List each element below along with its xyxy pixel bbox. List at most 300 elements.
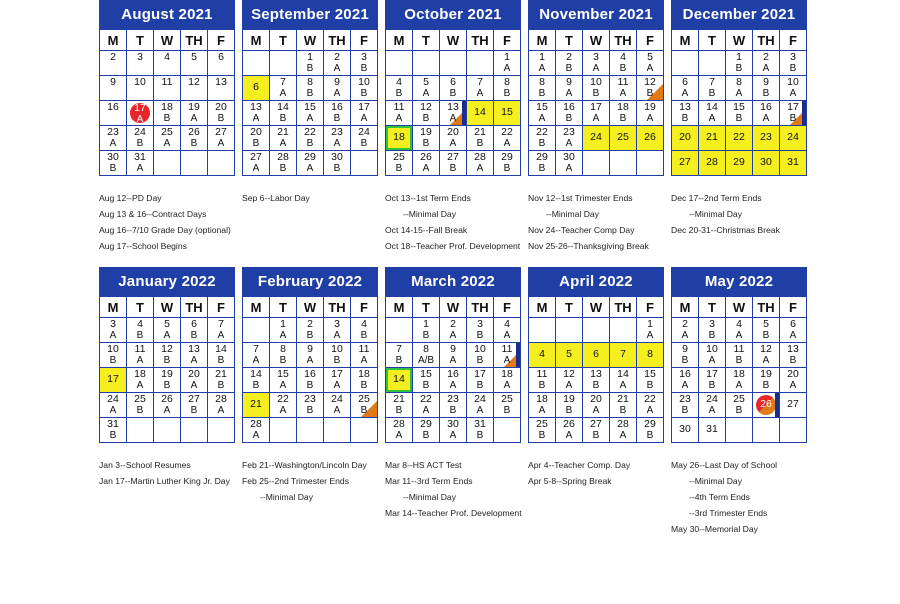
day-rotation-code: A (619, 430, 627, 441)
day-cell (529, 76, 556, 101)
day-cell (467, 368, 494, 393)
day-number: 20 (215, 101, 227, 113)
day-rotation-code: B (503, 163, 511, 174)
day-number: 23 (107, 126, 119, 138)
day-number: 27 (250, 151, 262, 163)
day-number: 21 (250, 398, 262, 410)
month-notes (99, 190, 249, 254)
day-rotation-code: A (252, 355, 260, 366)
day-cell (386, 76, 413, 101)
day-number: 9 (450, 343, 456, 355)
day-number: 14 (474, 106, 486, 118)
day-cell (181, 126, 208, 151)
day-rotation-code: A (190, 355, 198, 366)
event-note: --4th Term Ends (689, 492, 750, 502)
day-number: 13 (215, 76, 227, 88)
day-rotation-code: A (735, 380, 743, 391)
day-rotation-code: B (395, 88, 403, 99)
day-cell (386, 343, 413, 368)
day-cell (753, 343, 780, 368)
day-cell (583, 393, 610, 418)
week-row (386, 318, 521, 343)
day-rotation-code: A (395, 113, 403, 124)
day-cell (780, 318, 807, 343)
day-cell (699, 343, 726, 368)
day-number: 8 (504, 76, 510, 88)
day-cell (467, 101, 494, 126)
day-rotation-code: A (136, 355, 144, 366)
week-row (386, 126, 521, 151)
week-row (100, 101, 235, 126)
weekday-header: M (100, 297, 127, 318)
day-rotation-code: A (503, 380, 511, 391)
day-rotation-code: A (538, 405, 546, 416)
day-cell (780, 126, 807, 151)
day-rotation-code: A (109, 405, 117, 416)
day-number: 2 (566, 51, 572, 63)
day-rotation-code: A/B (417, 355, 435, 366)
day-cell (127, 318, 154, 343)
day-rotation-code: B (619, 63, 627, 74)
day-number: 7 (253, 343, 259, 355)
day-number: 15 (277, 368, 289, 380)
day-rotation-code: A (681, 380, 689, 391)
day-number: 26 (420, 151, 432, 163)
day-cell (208, 318, 235, 343)
day-cell (637, 368, 664, 393)
event-note: Dec 17--2nd Term Ends (671, 193, 762, 203)
day-number: 15 (420, 368, 432, 380)
day-number: 22 (277, 393, 289, 405)
day-number: 14 (277, 101, 289, 113)
day-cell (753, 101, 780, 126)
day-rotation-code: A (306, 355, 314, 366)
day-rotation-code: A (646, 330, 654, 341)
day-cell (556, 393, 583, 418)
month-grid (242, 29, 378, 176)
day-number: 17 (706, 368, 718, 380)
day-rotation-code: B (681, 355, 689, 366)
day-cell (440, 368, 467, 393)
day-number: 11 (134, 343, 146, 355)
day-cell (181, 101, 208, 126)
day-cell (467, 393, 494, 418)
weekday-header: M (386, 297, 413, 318)
day-cell (270, 151, 297, 176)
day-rotation-code: B (190, 138, 198, 149)
day-number: 17 (787, 101, 799, 113)
day-cell (556, 126, 583, 151)
week-row (529, 151, 664, 176)
empty-cell (726, 418, 753, 443)
month-notes (242, 190, 392, 206)
day-number: 5 (164, 318, 170, 330)
day-rotation-code: A (789, 380, 797, 391)
day-rotation-code: A (476, 163, 484, 174)
empty-cell (583, 318, 610, 343)
day-rotation-code: B (422, 330, 430, 341)
day-rotation-code: B (306, 380, 314, 391)
day-number: 18 (617, 101, 629, 113)
day-cell (324, 76, 351, 101)
day-rotation-code: B (619, 113, 627, 124)
month-title: April 2022 (528, 267, 664, 296)
day-number: 22 (501, 126, 513, 138)
day-cell (297, 101, 324, 126)
day-cell (780, 151, 807, 176)
day-cell (386, 151, 413, 176)
event-note: --Minimal Day (546, 209, 599, 219)
day-cell (208, 343, 235, 368)
month-title: September 2021 (242, 0, 378, 29)
day-rotation-code: A (646, 405, 654, 416)
day-rotation-code: B (252, 380, 260, 391)
weekday-header: TH (610, 30, 637, 51)
day-cell (440, 318, 467, 343)
day-number: 19 (188, 101, 200, 113)
day-rotation-code: B (163, 113, 171, 124)
empty-cell (610, 318, 637, 343)
day-cell (440, 393, 467, 418)
day-number: 10 (107, 343, 119, 355)
day-cell (583, 76, 610, 101)
day-rotation-code: B (565, 405, 573, 416)
day-cell (726, 393, 753, 418)
week-row (672, 418, 807, 443)
day-number: 12 (188, 76, 200, 88)
week-row (672, 318, 807, 343)
day-cell (154, 76, 181, 101)
day-cell (270, 343, 297, 368)
day-cell (413, 318, 440, 343)
month-grid (671, 29, 807, 176)
day-number: 27 (447, 151, 459, 163)
day-cell (699, 393, 726, 418)
weekday-header: W (440, 30, 467, 51)
day-cell (726, 76, 753, 101)
day-number: 24 (107, 393, 119, 405)
day-rotation-code: A (252, 113, 260, 124)
day-cell (154, 318, 181, 343)
month-april-2022 (528, 267, 664, 443)
day-rotation-code: B (592, 380, 600, 391)
day-rotation-code: A (619, 380, 627, 391)
day-cell (672, 151, 699, 176)
day-number: 9 (566, 76, 572, 88)
day-number: 24 (706, 393, 718, 405)
day-cell (556, 418, 583, 443)
weekday-header: T (270, 30, 297, 51)
day-rotation-code: B (762, 380, 770, 391)
month-may-2022 (671, 267, 807, 443)
weekday-header: M (672, 297, 699, 318)
day-cell (297, 126, 324, 151)
day-cell (413, 151, 440, 176)
day-rotation-code: A (306, 113, 314, 124)
day-number: 18 (501, 368, 513, 380)
event-note: Aug 13 & 16--Contract Days (99, 209, 207, 219)
day-cell (440, 101, 467, 126)
day-cell (208, 51, 235, 76)
day-cell (100, 51, 127, 76)
day-number: 4 (620, 51, 626, 63)
day-cell (726, 368, 753, 393)
day-cell (780, 368, 807, 393)
day-cell (154, 126, 181, 151)
day-number: 7 (218, 318, 224, 330)
empty-cell (556, 318, 583, 343)
day-cell (208, 101, 235, 126)
day-rotation-code: A (646, 63, 654, 74)
empty-cell (699, 51, 726, 76)
day-rotation-code: B (306, 330, 314, 341)
day-rotation-code: A (789, 330, 797, 341)
day-number: 19 (760, 368, 772, 380)
day-number: 29 (304, 151, 316, 163)
day-rotation-code: B (422, 430, 430, 441)
day-rotation-code: A (476, 405, 484, 416)
week-row (386, 418, 521, 443)
day-cell (386, 418, 413, 443)
day-cell (351, 101, 378, 126)
day-rotation-code: B (565, 113, 573, 124)
day-cell (637, 393, 664, 418)
day-cell (753, 76, 780, 101)
day-rotation-code: A (503, 330, 511, 341)
day-rotation-code: B (538, 430, 546, 441)
day-number: 26 (644, 131, 656, 143)
month-title: December 2021 (671, 0, 807, 29)
event-note: --Minimal Day (403, 492, 456, 502)
day-number: 27 (679, 156, 691, 168)
day-number: 13 (447, 101, 459, 113)
day-rotation-code: A (217, 405, 225, 416)
day-cell (386, 368, 413, 393)
day-rotation-code: A (333, 63, 341, 74)
day-number: 28 (393, 418, 405, 430)
day-rotation-code: A (136, 380, 144, 391)
day-cell (494, 151, 521, 176)
day-number: 5 (423, 76, 429, 88)
day-number: 16 (563, 101, 575, 113)
day-rotation-code: B (279, 113, 287, 124)
day-number: 6 (682, 76, 688, 88)
day-number: 31 (134, 151, 146, 163)
day-cell (243, 101, 270, 126)
day-rotation-code: A (333, 138, 341, 149)
month-grid (671, 296, 807, 443)
day-rotation-code: A (646, 113, 654, 124)
day-rotation-code: B (395, 163, 403, 174)
day-rotation-code: A (789, 88, 797, 99)
day-number: 3 (709, 318, 715, 330)
day-rotation-code: B (279, 163, 287, 174)
day-number: 19 (563, 393, 575, 405)
day-number: 19 (644, 101, 656, 113)
day-rotation-code: B (735, 405, 743, 416)
weekday-header: TH (753, 30, 780, 51)
day-rotation-code: B (619, 405, 627, 416)
day-number: 20 (250, 126, 262, 138)
day-number: 1 (647, 318, 653, 330)
month-grid (528, 296, 664, 443)
day-rotation-code: B (476, 330, 484, 341)
empty-cell (583, 151, 610, 176)
month-notes (385, 190, 535, 254)
month-december-2021 (671, 0, 807, 176)
day-rotation-code: A (333, 380, 341, 391)
day-cell (270, 101, 297, 126)
day-rotation-code: A (333, 88, 341, 99)
week-row (672, 76, 807, 101)
month-notes (528, 457, 678, 489)
day-rotation-code: B (708, 88, 716, 99)
day-rotation-code: B (217, 380, 225, 391)
day-cell (637, 76, 664, 101)
week-row (529, 368, 664, 393)
day-rotation-code: B (333, 355, 341, 366)
empty-cell (413, 51, 440, 76)
event-note: Mar 8--HS ACT Test (385, 460, 462, 470)
day-number: 4 (504, 318, 510, 330)
week-row (386, 51, 521, 76)
day-rotation-code: B (306, 88, 314, 99)
day-number: 17 (590, 101, 602, 113)
day-rotation-code: A (395, 430, 403, 441)
day-number: 28 (617, 418, 629, 430)
week-row (100, 318, 235, 343)
day-number: 29 (420, 418, 432, 430)
day-rotation-code: A (449, 113, 457, 124)
day-rotation-code: A (592, 405, 600, 416)
weekday-header: F (780, 30, 807, 51)
week-row (672, 101, 807, 126)
day-number: 6 (253, 81, 259, 93)
day-cell (494, 343, 521, 368)
week-row (243, 51, 378, 76)
day-number: 18 (393, 131, 405, 143)
day-number: 15 (644, 368, 656, 380)
day-cell (351, 343, 378, 368)
month-march-2022 (385, 267, 521, 443)
day-number: 25 (358, 393, 370, 405)
week-row (243, 418, 378, 443)
day-rotation-code: B (449, 405, 457, 416)
day-cell (127, 368, 154, 393)
day-number: 10 (590, 76, 602, 88)
day-cell (297, 76, 324, 101)
day-number: 13 (188, 343, 200, 355)
day-cell (208, 126, 235, 151)
empty-cell (324, 418, 351, 443)
day-cell (127, 76, 154, 101)
weekday-header: W (583, 297, 610, 318)
week-row (386, 368, 521, 393)
day-cell (100, 318, 127, 343)
day-cell (127, 51, 154, 76)
day-cell (440, 418, 467, 443)
day-number: 1 (423, 318, 429, 330)
day-cell (100, 343, 127, 368)
day-cell (494, 51, 521, 76)
empty-cell (610, 151, 637, 176)
event-note: Mar 14--Teacher Prof. Development (385, 508, 522, 518)
day-rotation-code: A (163, 405, 171, 416)
event-note: Mar 11--3rd Term Ends (385, 476, 473, 486)
day-rotation-code: B (646, 430, 654, 441)
day-rotation-code: A (190, 113, 198, 124)
week-row (386, 76, 521, 101)
week-row (100, 393, 235, 418)
week-row (100, 418, 235, 443)
week-row (529, 418, 664, 443)
event-note: Oct 13--1st Term Ends (385, 193, 471, 203)
month-notes (671, 457, 821, 537)
day-rotation-code: A (163, 330, 171, 341)
month-notes (528, 190, 678, 254)
empty-cell (440, 51, 467, 76)
day-number: 27 (590, 418, 602, 430)
day-rotation-code: B (503, 88, 511, 99)
day-cell (467, 151, 494, 176)
event-note: May 26--Last Day of School (671, 460, 778, 470)
empty-cell (270, 51, 297, 76)
day-number: 20 (447, 126, 459, 138)
week-row (100, 126, 235, 151)
day-rotation-code: A (619, 88, 627, 99)
day-number: 4 (736, 318, 742, 330)
day-cell (672, 101, 699, 126)
day-rotation-code: A (565, 380, 573, 391)
day-rotation-code: B (565, 63, 573, 74)
day-number: 12 (420, 101, 432, 113)
day-rotation-code: A (306, 163, 314, 174)
empty-cell (386, 318, 413, 343)
day-cell (386, 101, 413, 126)
day-rotation-code: B (190, 330, 198, 341)
weekday-header: W (726, 30, 753, 51)
day-number: 20 (679, 131, 691, 143)
weekday-header: M (529, 30, 556, 51)
week-row (243, 368, 378, 393)
day-number: 5 (566, 348, 572, 360)
day-cell (181, 51, 208, 76)
day-cell (637, 418, 664, 443)
day-number: 3 (137, 51, 143, 63)
day-rotation-code: B (422, 380, 430, 391)
day-rotation-code: A (565, 163, 573, 174)
day-rotation-code: A (136, 114, 144, 125)
day-cell (467, 318, 494, 343)
empty-cell (181, 151, 208, 176)
day-rotation-code: A (422, 405, 430, 416)
month-grid (242, 296, 378, 443)
day-number: 2 (307, 318, 313, 330)
day-cell (324, 393, 351, 418)
day-rotation-code: B (395, 405, 403, 416)
day-number: 25 (134, 393, 146, 405)
day-rotation-code: A (565, 88, 573, 99)
day-rotation-code: A (762, 63, 770, 74)
event-note: Sep 6--Labor Day (242, 193, 310, 203)
day-number: 27 (188, 393, 200, 405)
day-cell (699, 101, 726, 126)
weekday-header: F (351, 30, 378, 51)
day-cell (351, 126, 378, 151)
day-rotation-code: A (279, 380, 287, 391)
day-cell (637, 51, 664, 76)
day-number: 17 (107, 373, 119, 385)
